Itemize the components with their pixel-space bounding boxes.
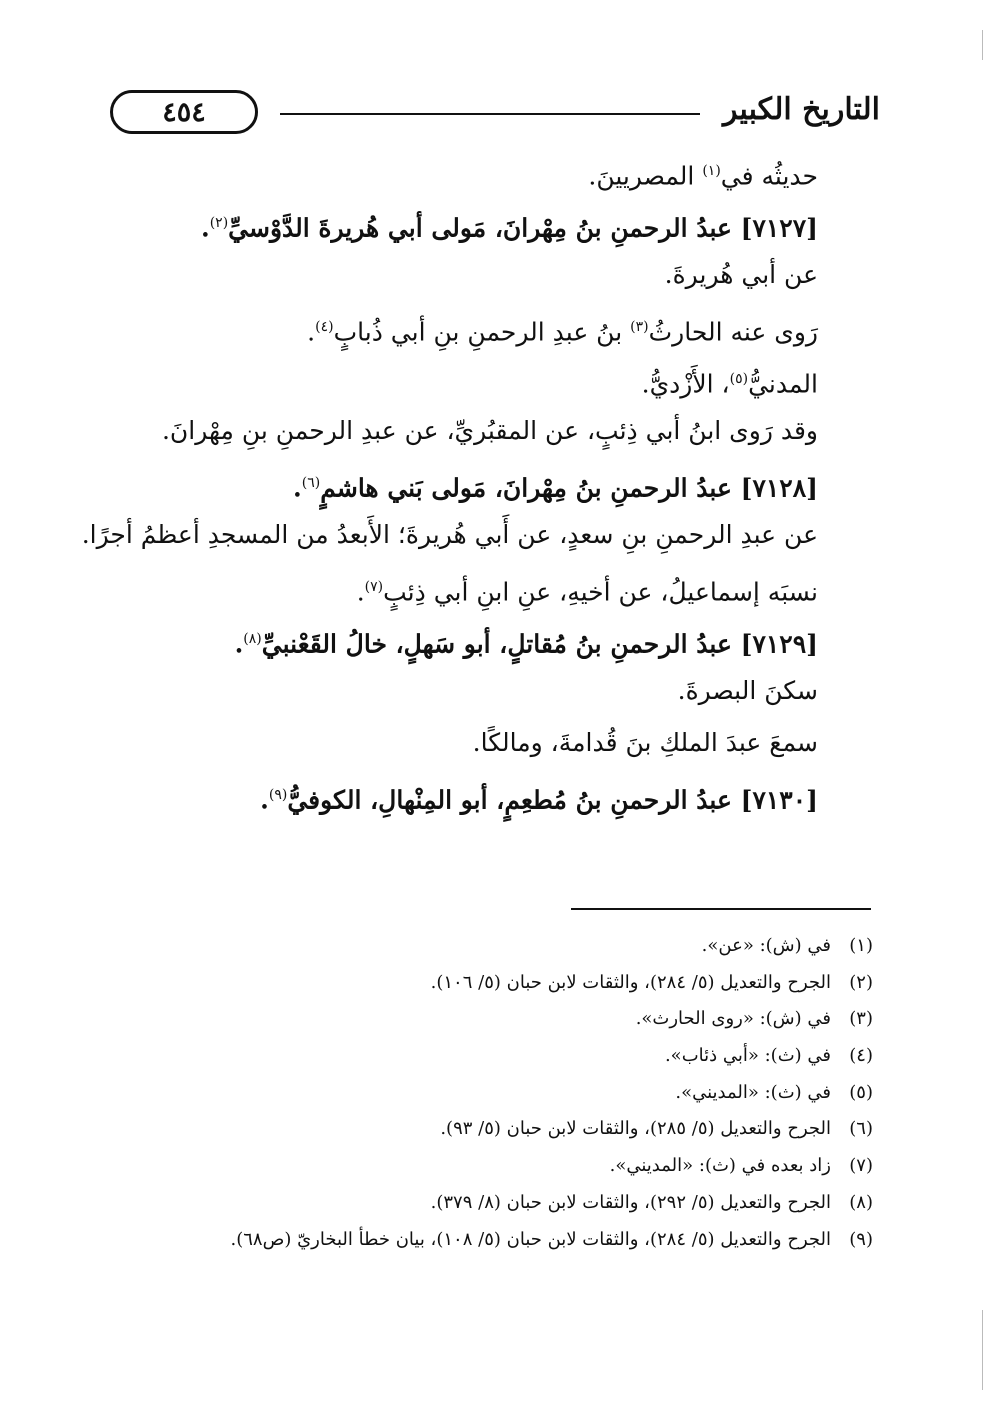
text-line	[81, 509, 818, 561]
text-segment: .	[356, 577, 365, 607]
text-segment: عن أبي هُريرةَ.	[664, 260, 818, 289]
text-segment: رَوى عنه الحارثُ	[648, 317, 818, 347]
footnote-marker: (٨)	[243, 631, 262, 647]
text-segment: .	[234, 629, 244, 659]
footnote-number: (٦)	[849, 1118, 873, 1140]
footnote-text: الجرح والتعديل (٥/ ٢٨٤)، والثقات لابن حبان (٥/ ١٠٨)، بيان خطأ البخاريّ (ص٦٨).	[230, 1228, 831, 1250]
footnote-marker: (٢)	[209, 215, 229, 231]
footnote	[113, 1038, 873, 1075]
entry-heading	[118, 613, 818, 665]
footnote-text: في (ث): «المديني».	[675, 1081, 831, 1103]
text-line	[118, 405, 818, 457]
footnote-marker: (٥)	[729, 371, 749, 387]
footnote-text: الجرح والتعديل (٥/ ٢٨٥)، والثقات لابن حبان (٥/ ٩٣).	[440, 1118, 831, 1140]
book-title: التاريخ الكبير	[722, 92, 880, 127]
footnote-text: في (ش): «روى الحارث».	[635, 1008, 831, 1030]
page-number-badge	[110, 90, 258, 134]
footnote-number: (٥)	[849, 1081, 873, 1103]
text-line	[118, 353, 818, 405]
footnote-number: (٤)	[849, 1045, 873, 1067]
footnote	[113, 1075, 873, 1112]
entry-heading	[118, 457, 818, 509]
main-text	[81, 145, 818, 821]
text-line	[118, 145, 818, 197]
footnote-number: (٨)	[849, 1191, 873, 1213]
entry-heading	[118, 769, 818, 821]
footnote-text: في (ث): «أبي ذئاب».	[664, 1045, 831, 1067]
text-segment: المصريينَ.	[588, 161, 703, 191]
footnote	[113, 1185, 873, 1222]
footnote	[113, 1148, 873, 1185]
footnote	[113, 1111, 873, 1148]
text-line	[118, 665, 818, 717]
footnote-number: (٩)	[849, 1228, 873, 1250]
text-segment: ، الأَزْديُّ.	[641, 369, 730, 399]
page-header	[110, 80, 880, 140]
text-segment: [٧١٢٩] عبدُ الرحمنِ بنُ مُقاتلٍ، أبو سَهلٍ، خالُ القَعْنبيِّ	[261, 629, 818, 659]
footnote	[113, 928, 873, 965]
text-segment: .	[293, 473, 302, 503]
footnote-text: في (ش): «عن».	[701, 935, 831, 956]
footnote	[113, 965, 873, 1002]
text-line	[118, 717, 818, 769]
footnote-text: زاد بعده في (ث): «المديني».	[609, 1155, 831, 1177]
header-rule	[280, 113, 700, 115]
text-segment: سكنَ البصرةَ.	[677, 676, 818, 705]
text-segment: [٧١٢٨] عبدُ الرحمنِ بنُ مِهْرانَ، مَولى بَني هاشمٍ	[320, 473, 818, 503]
text-segment: .	[260, 785, 269, 815]
text-segment: [٧١٢٧] عبدُ الرحمنِ بنُ مِهْرانَ، مَولى أبي هُريرةَ الدَّوْسيِّ	[228, 213, 818, 243]
footnote	[113, 1222, 873, 1259]
footnote-number: (٢)	[849, 971, 873, 993]
footnote-marker: (٩)	[268, 787, 288, 803]
footnote-text: الجرح والتعديل (٥/ ٢٩٢)، والثقات لابن حبان (٨/ ٣٧٩).	[430, 1191, 831, 1213]
text-segment: نسبَه إسماعيلُ، عن أخيهِ، عنِ ابنِ أبي ذِئبٍ	[383, 577, 818, 607]
text-line	[118, 561, 818, 613]
page-number: ٤٥٤	[162, 96, 206, 128]
scan-edge-mark	[982, 30, 983, 60]
footnote-marker: (٧)	[364, 579, 384, 595]
text-segment: بنُ عبدِ الرحمنِ بنِ أبي ذُبابٍ	[333, 317, 631, 347]
footnote-text: الجرح والتعديل (٥/ ٢٨٤)، والثقات لابن حبان (٥/ ١٠٦).	[430, 971, 831, 993]
footnote-separator	[571, 908, 871, 910]
text-segment: وقد رَوى ابنُ أبي ذِئبٍ، عن المقبُريِّ، عن عبدِ الرحمنِ بنِ مِهْرانَ.	[161, 416, 818, 445]
text-line	[118, 249, 818, 301]
footnote-marker: (٦)	[301, 475, 321, 491]
scan-edge-mark	[982, 1310, 983, 1390]
text-line	[118, 301, 818, 353]
entry-heading	[118, 197, 818, 249]
text-segment: حديثُه في	[720, 161, 818, 191]
footnote-marker: (٣)	[630, 319, 649, 335]
footnotes	[113, 928, 873, 1258]
footnote-number: (١)	[849, 935, 873, 956]
text-segment: عن عبدِ الرحمنِ بنِ سعدٍ، عن أَبي هُريرةَ؛ الأَبعدُ من المسجدِ أعظمُ أجرًا.	[81, 520, 818, 549]
footnote-number: (٣)	[849, 1008, 873, 1030]
text-segment: المدنيُّ	[748, 369, 818, 399]
text-segment: .	[307, 317, 316, 347]
footnote-number: (٧)	[849, 1155, 873, 1177]
text-segment: .	[200, 213, 210, 243]
footnote-marker: (٤)	[315, 319, 334, 335]
footnote-marker: (١)	[702, 163, 721, 179]
text-segment: [٧١٣٠] عبدُ الرحمنِ بنُ مُطعِمٍ، أبو المِنْهالِ، الكوفيُّ	[287, 785, 818, 815]
footnote	[113, 1001, 873, 1038]
text-segment: سمعَ عبدَ الملكِ بنَ قُدامةَ، ومالكًا.	[472, 728, 818, 757]
